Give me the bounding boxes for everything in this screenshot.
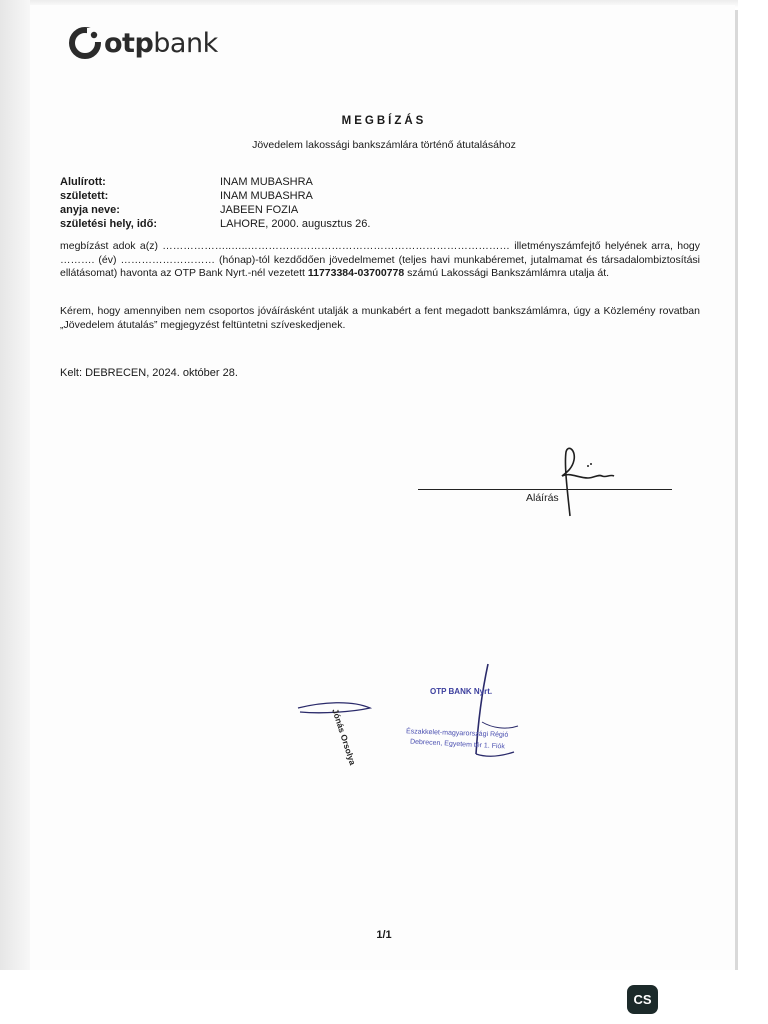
logo-wordmark	[104, 28, 218, 59]
logo-text-light: bank	[153, 27, 218, 59]
field-label: született:	[60, 190, 109, 202]
signature-line	[418, 489, 672, 490]
scan-edge-right	[735, 10, 738, 970]
mandate-paragraph	[60, 240, 700, 281]
field-label: anyja neve:	[60, 204, 120, 216]
field-row	[60, 217, 370, 231]
field-value: LAHORE, 2000. augusztus 26.	[220, 218, 371, 230]
field-label: születési hely, idő:	[60, 218, 157, 230]
paragraph-text-start: megbízást adok a(z) ………………..…..………………………………………………………………… illetményszámfejtő helyének arra, hogy ………. (év) ……………………… (hónap)-tól kezdődően jövedelmemet (teljes havi munkabéremet, jutalmamat és társadalombiztosítási ellátásomat) havonta az OTP Bank Nyrt.-nél vezetett	[60, 240, 700, 279]
paragraph-text-end: számú Lakossági Bankszámlámra utalja át.	[404, 267, 610, 279]
document-title: MEGBÍZÁS	[341, 115, 427, 127]
signature-icon	[548, 446, 628, 518]
field-value: INAM MUBASHRA	[220, 190, 313, 202]
document-subtitle: Jövedelem lakossági bankszámlára történő átutalásához	[252, 139, 516, 151]
stamp-branch: Debrecen, Egyetem tér 1. Fiók	[409, 738, 506, 751]
page-number: 1/1	[376, 929, 392, 941]
stamp-person-name: Jónás Orsolya	[330, 707, 358, 767]
logo-text-bold: otp	[104, 27, 154, 59]
field-value: JABEEN FOZIA	[220, 204, 299, 216]
field-row	[60, 203, 370, 217]
field-row	[60, 189, 370, 203]
stamp-bank-name: OTP BANK Nyrt.	[430, 687, 493, 696]
field-value: INAM MUBASHRA	[220, 176, 313, 188]
otp-bank-logo	[68, 26, 218, 60]
personal-details	[60, 175, 370, 231]
camscanner-badge[interactable]: CS	[627, 985, 658, 1014]
date-place: Kelt: DEBRECEN, 2024. október 28.	[60, 367, 238, 379]
request-paragraph: Kérem, hogy amennyiben nem csoportos jóváírásként utalják a munkabért a fent megadott bankszámlámra, úgy a Közlemény rovatban „Jövedelem átutalás” megjegyzést feltüntetni szíveskedjenek.	[60, 305, 700, 331]
field-label: Alulírott:	[60, 176, 106, 188]
otp-logo-icon	[68, 26, 102, 60]
account-number: 11773384-03700778	[307, 267, 405, 279]
stamp-region: Északkelet-magyarországi Régió	[405, 728, 509, 739]
signature-label: Aláírás	[526, 492, 559, 504]
field-row	[60, 175, 370, 189]
